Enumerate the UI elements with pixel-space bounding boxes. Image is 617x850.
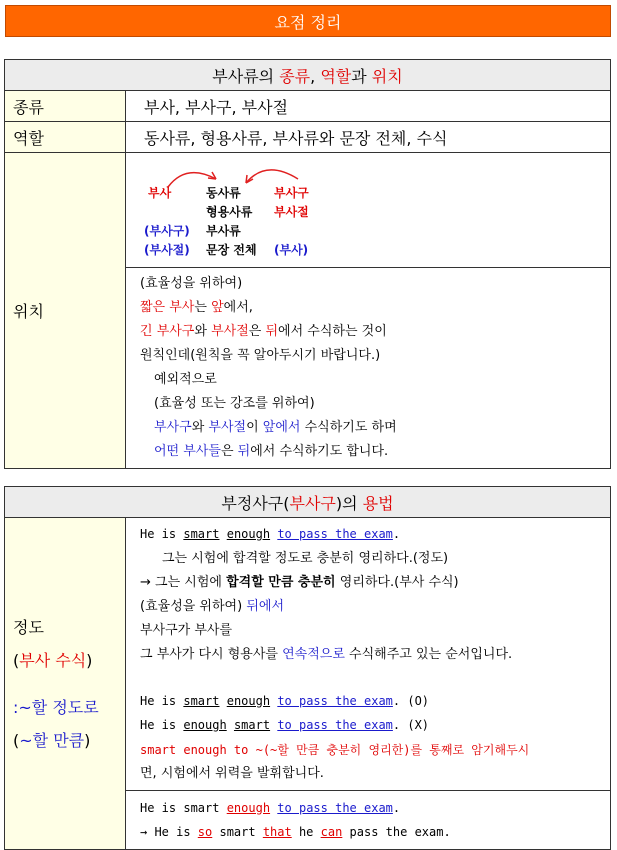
header-text: )의 — [335, 493, 363, 513]
example-line — [140, 713, 610, 738]
text-span: 와 — [191, 420, 209, 435]
text-span: 원칙인데(원칙을 꼭 알아두시기 바랍니다.) — [140, 348, 381, 363]
text-span: He is smart — [140, 800, 227, 815]
label-degree: 정도 — [13, 617, 44, 637]
diagram-adverb-clause: 부사절 — [274, 205, 309, 219]
table1-header — [5, 60, 611, 91]
example-line — [140, 643, 610, 667]
explanation-line — [140, 296, 610, 320]
text-span: He is — [140, 718, 184, 732]
row-label-position: 위치 — [5, 153, 126, 469]
text-span: enough — [226, 800, 271, 815]
text-span: 와 — [194, 324, 212, 339]
example-line — [140, 522, 610, 547]
explanation-line — [140, 368, 610, 392]
text-span — [219, 527, 226, 541]
diagram-adverb-phrase-paren: (부사구) — [144, 224, 190, 238]
text-span: ( — [13, 730, 20, 750]
text-span: He is — [140, 693, 184, 708]
label-adverb-modify — [13, 644, 125, 677]
diagram-adverb-clause-paren: (부사절) — [144, 243, 190, 257]
header-sep: , — [310, 66, 321, 86]
row-value-roles: 동사류, 형용사류, 부사류와 문장 전체, 수식 — [126, 122, 611, 153]
text-span: 부사구 — [154, 420, 192, 435]
row-label-roles: 역할 — [5, 122, 126, 153]
page-title: 요점 정리 — [274, 12, 342, 32]
text-span: 수식하기도 하며 — [300, 420, 397, 435]
usage-examples — [126, 518, 611, 791]
text-span: ( — [13, 650, 20, 670]
diagram-adverbs: 부사류 — [206, 224, 241, 238]
header-text: 부정사구( — [221, 493, 290, 513]
example-line — [140, 820, 610, 845]
text-span: smart — [183, 693, 220, 708]
explanation-line — [140, 344, 610, 368]
text-span: 합격할 만큼 충분히 — [226, 574, 336, 590]
text-span: smart — [233, 718, 271, 732]
so-that-examples — [126, 791, 611, 850]
position-diagram — [126, 155, 610, 265]
text-span: 짧은 부사 — [140, 300, 195, 315]
label-to-the-degree: :~할 정도로 — [13, 697, 99, 717]
explanation-line — [140, 440, 610, 464]
text-span: 는 — [194, 300, 212, 315]
text-span: so — [197, 825, 213, 839]
text-span: . — [392, 527, 401, 541]
diagram-adjectives: 형용사류 — [206, 205, 253, 219]
text-span: 에서 수식하는 것이 — [278, 324, 387, 339]
text-span: 그 부사가 다시 형용사를 — [140, 646, 283, 662]
example-line: 부사구가 부사를 — [140, 622, 233, 638]
text-span: 긴 부사구 — [140, 324, 195, 339]
header-roles: 역할 — [320, 66, 352, 86]
text-span: can — [320, 825, 343, 839]
usage-label — [5, 518, 126, 850]
diagram-adverb-paren: (부사) — [274, 243, 309, 257]
explanation-line — [140, 416, 610, 440]
text-span: 뒤에서 — [246, 598, 285, 614]
position-diagram-cell — [126, 153, 611, 268]
text-span: enough — [183, 718, 227, 732]
text-span: 부사 수식 — [19, 650, 87, 670]
example-line: smart enough to ~(~할 만큼 충분히 영리한)를 통째로 암기해두시 — [140, 742, 530, 757]
text-span: enough — [226, 527, 271, 541]
row-label-types: 종류 — [5, 91, 126, 122]
text-span: smart — [212, 825, 263, 839]
text-span: smart — [183, 527, 220, 541]
text-span: 뒤 — [237, 444, 251, 459]
text-span: ~할 만큼 — [19, 730, 85, 750]
explanation-line — [140, 320, 610, 344]
text-span: 영리하다.(부사 수식) — [335, 574, 459, 590]
text-span: to pass the exam — [277, 800, 393, 815]
text-span: . (O) — [392, 693, 430, 708]
diagram-adverb: 부사 — [148, 186, 172, 200]
text-span: 에서 수식하기도 합니다. — [250, 444, 389, 459]
example-line: 면, 시험에서 위력을 발휘합니다. — [140, 766, 324, 781]
text-span: . — [392, 800, 401, 815]
text-span: 뒤 — [265, 324, 279, 339]
diagram-whole-sentence: 문장 전체 — [206, 243, 257, 257]
infinitive-usage-table — [4, 486, 611, 850]
page-title-banner — [5, 5, 611, 37]
example-line — [140, 689, 610, 714]
text-span: 연속적으로 — [282, 646, 345, 662]
text-span: to pass the exam — [277, 527, 393, 541]
text-span: enough — [226, 693, 271, 708]
text-span: (효율성 또는 강조를 위하여) — [154, 396, 315, 411]
text-span: to pass the exam — [277, 693, 393, 708]
header-position: 위치 — [371, 66, 403, 86]
example-line: 그는 시험에 합격할 정도로 충분히 영리하다.(정도) — [162, 550, 449, 566]
example-line — [140, 571, 610, 595]
text-span: He is — [140, 527, 184, 541]
text-span: 은 — [248, 324, 266, 339]
header-adverb-phrase: 부사구 — [289, 493, 336, 513]
explanation-line — [140, 272, 610, 296]
text-span: . (X) — [392, 718, 430, 732]
text-span: (효율성을 위하여) — [140, 598, 247, 614]
text-span: → 그는 시험에 — [140, 574, 227, 590]
text-span: 이 — [246, 420, 263, 435]
text-span: ) — [84, 730, 91, 750]
row-value-types: 부사, 부사구, 부사절 — [126, 91, 611, 122]
text-span: 부사절 — [208, 420, 247, 435]
text-span: 어떤 부사들 — [154, 444, 221, 459]
label-enough-to — [13, 724, 125, 757]
arrow-graphic — [146, 159, 346, 199]
text-span: that — [262, 825, 292, 839]
text-span: ) — [86, 650, 93, 670]
header-and: 과 — [351, 66, 372, 86]
position-explanation — [126, 268, 611, 469]
text-span — [227, 718, 234, 732]
table2-header — [5, 487, 611, 518]
header-types: 종류 — [279, 66, 311, 86]
text-span: he — [291, 825, 321, 839]
text-span: 수식해주고 있는 순서입니다. — [344, 646, 513, 662]
text-span: (효율성을 위하여) — [140, 276, 243, 291]
text-span: to pass the exam — [277, 718, 393, 732]
text-span: 에서, — [223, 300, 253, 315]
header-usage: 용법 — [362, 493, 394, 513]
text-span: 앞 — [211, 300, 224, 315]
header-text: 부사류의 — [212, 66, 280, 86]
diagram-verbs: 동사류 — [206, 186, 241, 200]
text-span: 은 — [220, 444, 238, 459]
text-span — [219, 694, 226, 708]
diagram-adverb-phrase: 부사구 — [274, 186, 309, 200]
explanation-line — [140, 392, 610, 416]
text-span: pass the exam. — [342, 825, 451, 839]
example-line — [140, 796, 610, 821]
text-span: 예외적으로 — [154, 372, 217, 387]
text-span: → He is — [140, 825, 198, 839]
example-line — [140, 595, 610, 619]
text-span: 부사절 — [211, 324, 249, 339]
text-span: 앞에서 — [262, 420, 301, 435]
adverb-types-table — [4, 59, 611, 469]
